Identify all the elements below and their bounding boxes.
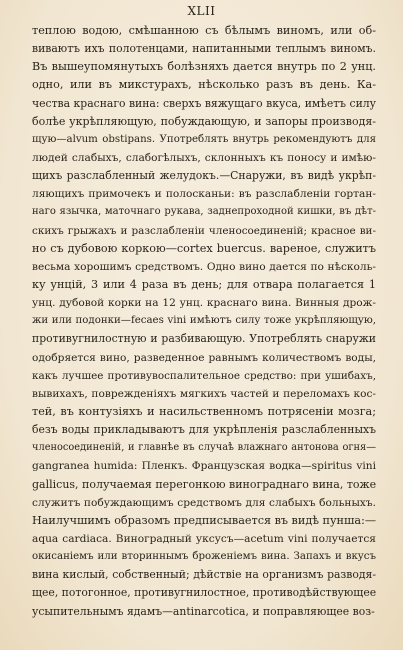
text-line: служитъ побуждающимъ средствомъ для слабыхъ больныхъ. <box>32 496 376 509</box>
text-line: усыпительнымъ ядамъ—antinarcotica, и поправляющее воз- <box>32 604 375 618</box>
text-line: вывихахъ, поврежденіяхъ мягкихъ частей и переломахъ кос- <box>32 387 376 400</box>
text-line: Наилучшимъ образомъ предписывается въ видѣ пунша:— <box>32 513 376 527</box>
text-line: виваютъ ихъ полотенцами, напитанными теплымъ виномъ. <box>32 42 376 56</box>
page-number-header: XLII <box>187 4 216 18</box>
body-text <box>32 22 376 621</box>
text-line: чества краснаго вина: сверхъ вяжущаго вкуса, имѣетъ силу <box>32 96 376 110</box>
text-line: щихъ разслабленный желудокъ.—Снаружи, въ видѣ укрѣп- <box>32 169 376 183</box>
text-line: одно, или въ микстурахъ, нѣсколько разъ въ день. Ка- <box>32 78 376 92</box>
text-line: ку унцій, 3 или 4 раза въ день; для отвара полагается 1 <box>32 277 376 291</box>
text-line: людей слабыхъ, слабогѣлыхъ, склонныхъ къ поносу и имѣю- <box>32 151 376 164</box>
text-line: теплою водою, смѣшанною съ бѣлымъ виномъ, или об- <box>32 24 376 37</box>
text-line: одобряется вино, разведенное равнымъ количествомъ воды, <box>32 351 376 364</box>
text-line: какъ лучшее противувоспалительное средство: при ушибахъ, <box>32 369 376 382</box>
text-line: унц. дубовой корки на 12 унц. краснаго вина. Винныя дрож- <box>32 297 376 310</box>
text-line: болѣе укрѣпляющую, побуждающую, и запоры производя- <box>32 114 376 128</box>
text-line: Въ вышеупомянутыхъ болѣзняхъ дается внутрь по 2 унц. <box>32 60 376 74</box>
text-line: gallicus, получаемая перегонкою винограднаго вина, тоже <box>32 477 376 491</box>
text-line: тей, въ контузіяхъ и насильственномъ потрясеніи мозга; <box>32 404 376 418</box>
text-line: aqua cardiaca. Виноградный уксусъ—acetum vini получается <box>32 532 376 545</box>
text-line: ляющихъ примочекъ и полосканьи: въ разслабленіи гортан- <box>32 188 376 201</box>
text-line: безъ воды прикладываютъ для укрѣпленія разслабленныхъ <box>32 423 376 437</box>
text-line: но съ дубовою коркою—cortex buercus. вареное, служитъ <box>32 241 376 255</box>
text-line: вина кислый, собственный; дѣйствіе на организмъ разводя- <box>32 568 376 582</box>
text-line: щее, потогонное, противугнилостное, противодѣйствующее <box>32 586 376 600</box>
text-line: жи или подонки—fecaes vini имѣютъ силу тоже укрѣпляющую, <box>32 315 376 327</box>
text-line: gangranea humida: Пленкъ. Французская водка—spiritus vini <box>32 460 376 473</box>
text-line: членосоединеній, и главнѣе въ случаѣ влажнаго антонова огня— <box>32 442 376 454</box>
text-line: противугнилостную и разбивающую. Употреблять снаружи <box>32 332 376 346</box>
text-line: скихъ грыжахъ и разслабленіи членосоединеній; красное ви- <box>32 224 376 237</box>
text-line: весьма хорошимъ средствомъ. Одно вино дается по нѣсколь- <box>32 260 376 273</box>
text-line: наго язычка, маточнаго рукава, заднепроходной кишки, въ дѣт- <box>32 206 376 218</box>
text-line: окисаніемъ или вториннымъ броженіемъ вина. Запахъ и вкусъ <box>32 551 376 563</box>
text-line: щую—alvum obstipans. Употреблять внутрь рекомендуютъ для <box>32 133 376 145</box>
